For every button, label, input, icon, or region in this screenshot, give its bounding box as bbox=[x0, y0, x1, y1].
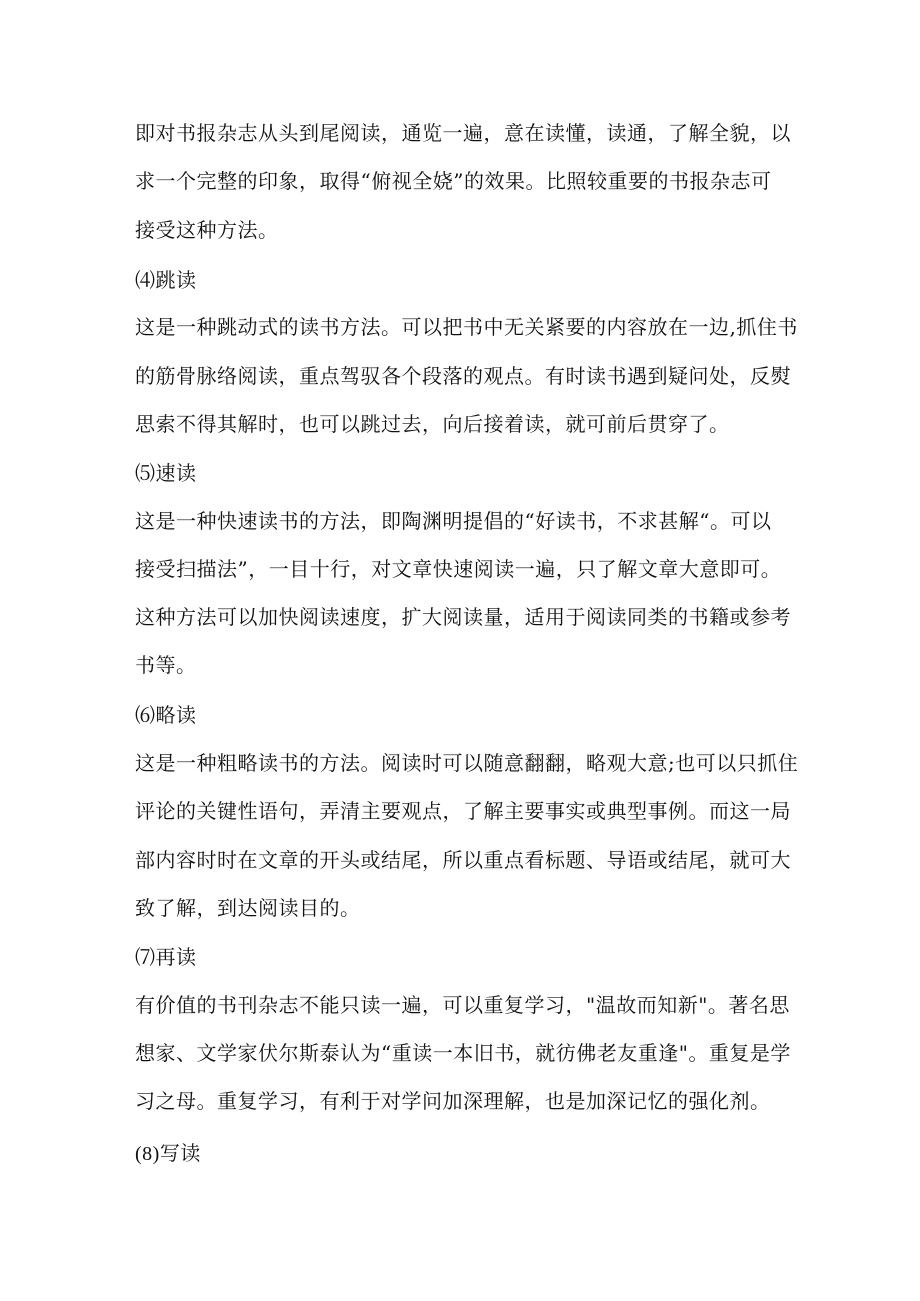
paragraph-line: 这是一种粗略读书的方法。阅读时可以随意翻翻，略观大意;也可以只抓住 bbox=[135, 751, 799, 775]
section-heading-write-reading: (8)写读 bbox=[135, 1143, 201, 1165]
paragraph-line: 想家、文学家伏尔斯泰认为“重读一本旧书，就彷佛老友重逢"。重复是学 bbox=[135, 1041, 791, 1065]
paragraph-line: 书等。 bbox=[135, 653, 197, 677]
section-heading-skim-reading: ⑹略读 bbox=[135, 703, 197, 727]
paragraph-line: 的筋骨脉络阅读，重点驾驭各个段落的观点。有时读书遇到疑问处，反熨 bbox=[135, 364, 791, 388]
paragraph-line: 有价值的书刊杂志不能只读一遍，可以重复学习，"温故而知新"。著名思 bbox=[135, 993, 790, 1017]
paragraph-line: 这是一种跳动式的读书方法。可以把书中无关紧要的内容放在一边,抓住书 bbox=[135, 315, 798, 339]
paragraph-line: 即对书报杂志从头到尾阅读，通览一遍，意在读懂，读通，了解全貌，以 bbox=[135, 121, 791, 145]
paragraph-line: 接受扫描法”，一目十行，对文章快速阅读一遍，只了解文章大意即可。 bbox=[135, 557, 782, 581]
paragraph-line: 这是一种快速读书的方法，即陶渊明提倡的“好读书，不求甚解“。可以 bbox=[135, 509, 772, 533]
paragraph-line: 部内容时时在文章的开头或结尾，所以重点看标题、导语或结尾，就可大 bbox=[135, 848, 791, 872]
paragraph-line: 评论的关键性语句，弄清主要观点，了解主要事实或典型事例。而这一局 bbox=[135, 799, 791, 823]
paragraph-line: 致了解，到达阅读目的。 bbox=[135, 896, 361, 920]
section-heading-reread: ⑺再读 bbox=[135, 945, 197, 969]
section-heading-skip-reading: ⑷跳读 bbox=[135, 268, 197, 292]
paragraph-line: 思索不得其解时，也可以跳过去，向后接着读，就可前后贯穿了。 bbox=[135, 412, 730, 436]
paragraph-line: 求一个完整的印象，取得“俯视全娆”的效果。比照较重要的书报杂志可 bbox=[135, 169, 772, 193]
paragraph-line: 这种方法可以加快阅读速度，扩大阅读量，适用于阅读同类的书籍或参考 bbox=[135, 605, 791, 629]
section-heading-speed-reading: ⑸速读 bbox=[135, 461, 197, 485]
paragraph-line: 习之母。重复学习，有利于对学问加深理解，也是加深记忆的强化剂。 bbox=[135, 1089, 771, 1113]
paragraph-line: 接受这种方法。 bbox=[135, 218, 279, 242]
